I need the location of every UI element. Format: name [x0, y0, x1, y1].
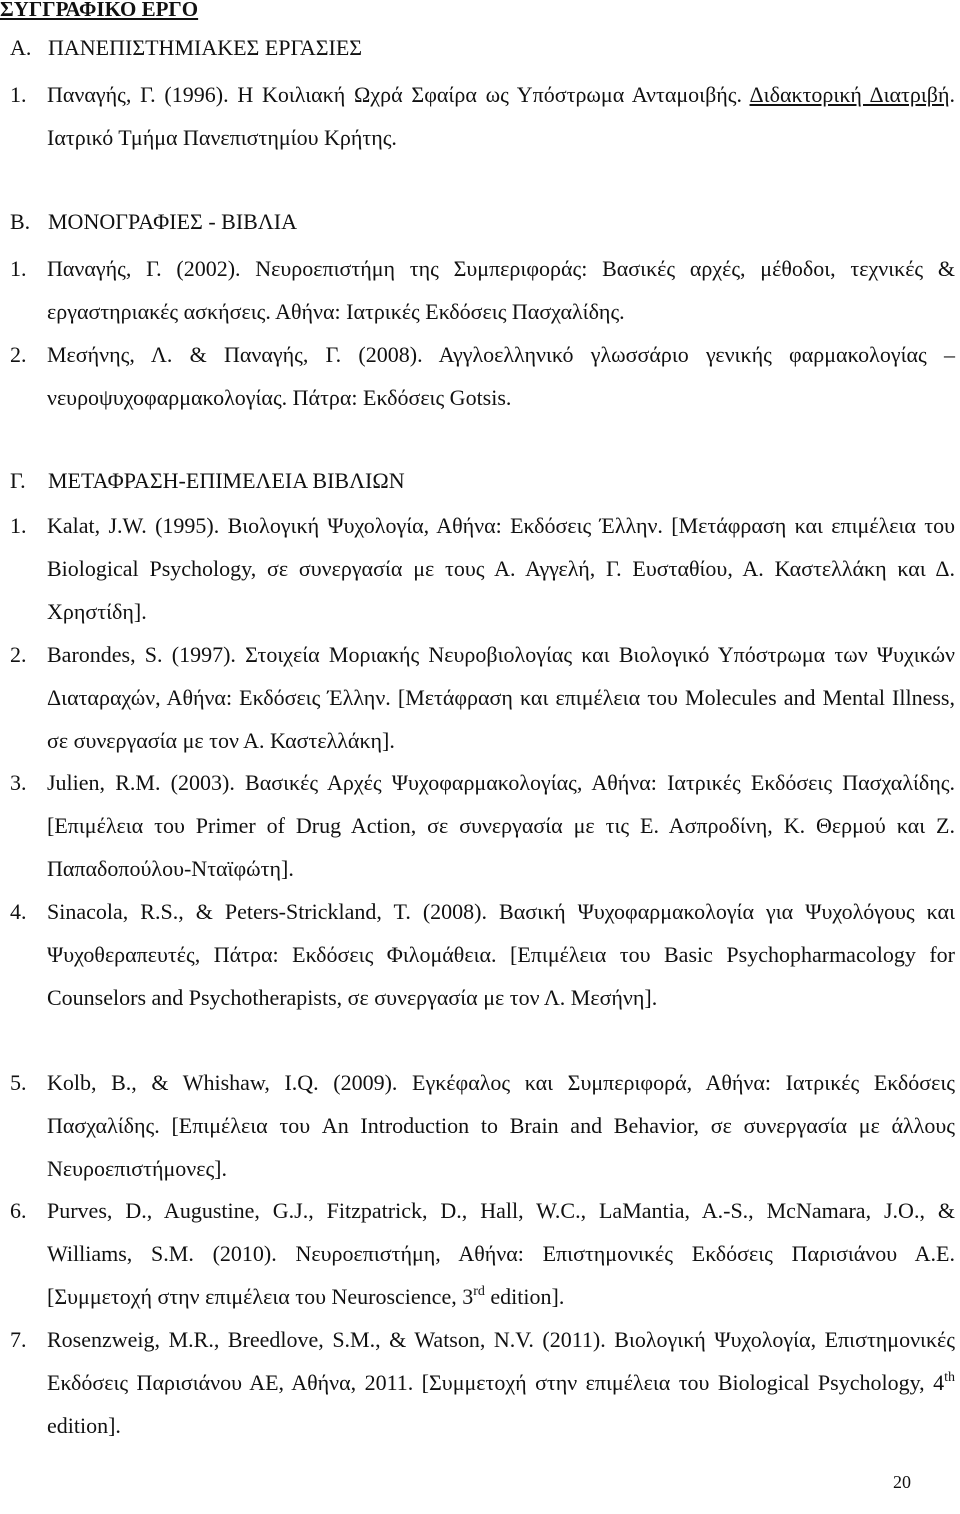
bibliography-entry — [10, 504, 955, 633]
bibliography-entry — [10, 333, 955, 419]
section-letter: Α. — [10, 35, 32, 60]
bibliography-entry — [10, 73, 955, 159]
entry-text: Rosenzweig, M.R., Breedlove, S.M., & Watson, N.V. (2011). Βιολογική Ψυχολογία, Επιστημονικές Εκδόσεις Παρισιάνου ΑΕ, Αθήνα, 2011. [Συμμετοχή στην επιμέλεια του Biological Psychology, 4 — [47, 1327, 955, 1395]
entry-text-after: edition]. — [47, 1413, 121, 1438]
bibliography-entry — [10, 761, 955, 890]
bibliography-entry — [10, 247, 955, 333]
entry-underlined-text: Διδακτορική Διατριβή — [749, 82, 950, 107]
section-letter: Γ. — [10, 468, 26, 493]
bibliography-entry — [10, 890, 955, 1019]
section-heading-c — [10, 468, 405, 494]
entry-number: 4. — [10, 899, 27, 924]
entry-number: 7. — [10, 1327, 27, 1352]
entry-number: 1. — [10, 82, 27, 107]
ordinal-superscript: th — [944, 1370, 955, 1385]
entry-text: Kolb, B., & Whishaw, I.Q. (2009). Εγκέφαλος και Συμπεριφορά, Αθήνα: Ιατρικές Εκδόσεις Πασχαλίδης. [Επιμέλεια του An Introduction to Brain and Behavior, σε συνεργασία με άλλους Νευροεπιστήμονες]. — [47, 1070, 955, 1181]
entry-text-after: . Ιατρικό Τμήμα Πανεπιστημίου Κρήτης. — [47, 82, 955, 150]
entry-number: 5. — [10, 1070, 27, 1095]
page-number: 20 — [893, 1472, 911, 1492]
entry-text-after: edition]. — [484, 1284, 565, 1309]
entry-number: 6. — [10, 1198, 27, 1223]
entry-text: Kalat, J.W. (1995). Βιολογική Ψυχολογία, Αθήνα: Εκδόσεις Έλλην. [Μετάφραση και επιμέλεια του Biological Psychology, σε συνεργασία με τους Α. Αγγελή, Γ. Ευσταθίου, Α. Καστελλάκη και Δ. Χρηστίδη]. — [47, 513, 955, 624]
section-title: ΜΕΤΑΦΡΑΣΗ-ΕΠΙΜΕΛΕΙΑ ΒΙΒΛΙΩΝ — [48, 468, 405, 493]
entry-number: 2. — [10, 642, 27, 667]
section-heading-a — [10, 35, 362, 61]
entry-text: Παναγής, Γ. (2002). Νευροεπιστήμη της Συμπεριφοράς: Βασικές αρχές, μέθοδοι, τεχνικές & εργαστηριακές ασκήσεις. Αθήνα: Ιατρικές Εκδόσεις Πασχαλίδης. — [47, 256, 955, 324]
entry-text: Julien, R.M. (2003). Βασικές Αρχές Ψυχοφαρμακολογίας, Αθήνα: Ιατρικές Εκδόσεις Πασχαλίδης. [Επιμέλεια του Primer of Drug Action, σε συνεργασία με τις Ε. Ασπροδίνη, Κ. Θερμού και Ζ. Παπαδοπούλου-Νταϊφώτη]. — [47, 770, 955, 881]
page-title: ΣΥΓΓΡΑΦΙΚΟ ΕΡΓΟ — [0, 0, 199, 21]
entry-text: Παναγής, Γ. (1996). Η Κοιλιακή Ωχρά Σφαίρα ως Υπόστρωμα Ανταμοιβής. — [47, 82, 750, 107]
bibliography-entry — [10, 1318, 955, 1447]
section-letter: Β. — [10, 209, 31, 234]
bibliography-entry — [10, 1061, 955, 1190]
entry-text: Μεσήνης, Λ. & Παναγής, Γ. (2008). Αγγλοελληνικό γλωσσάριο γενικής φαρμακολογίας – νευροψυχοφαρμακολογίας. Πάτρα: Εκδόσεις Gotsis. — [47, 342, 955, 410]
bibliography-entry — [10, 1189, 955, 1318]
ordinal-superscript: rd — [473, 1284, 485, 1299]
entry-text: Barondes, S. (1997). Στοιχεία Μοριακής Νευροβιολογίας και Βιολογικό Υπόστρωμα των Ψυχικών Διαταραχών, Αθήνα: Εκδόσεις Έλλην. [Μετάφραση και επιμέλεια του Molecules and Mental Illness, σε συνεργασία με τον Α. Καστελλάκη]. — [47, 642, 955, 753]
entry-number: 1. — [10, 256, 27, 281]
section-title: ΜΟΝΟΓΡΑΦΙΕΣ - ΒΙΒΛΙΑ — [48, 209, 297, 234]
entry-number: 3. — [10, 770, 27, 795]
section-heading-b — [10, 209, 297, 235]
entry-text: Purves, D., Augustine, G.J., Fitzpatrick, D., Hall, W.C., LaMantia, A.-S., McNamara, J.O., & Williams, S.M. (2010). Νευροεπιστήμη, Αθήνα: Επιστημονικές Εκδόσεις Παρισιάνου Α.Ε. [Συμμετοχή στην επιμέλεια του Neuroscience, 3 — [47, 1198, 955, 1309]
entry-number: 2. — [10, 342, 27, 367]
entry-text: Sinacola, R.S., & Peters-Strickland, T. (2008). Βασική Ψυχοφαρμακολογία για Ψυχολόγους και Ψυχοθεραπευτές, Πάτρα: Εκδόσεις Φιλομάθεια. [Επιμέλεια του Basic Psychopharmacology for Counselors and Psychotherapists, σε συνεργασία με τον Λ. Μεσήνη]. — [47, 899, 955, 1010]
bibliography-entry — [10, 633, 955, 762]
entry-number: 1. — [10, 513, 27, 538]
section-title: ΠΑΝΕΠΙΣΤΗΜΙΑΚΕΣ ΕΡΓΑΣΙΕΣ — [48, 35, 363, 60]
